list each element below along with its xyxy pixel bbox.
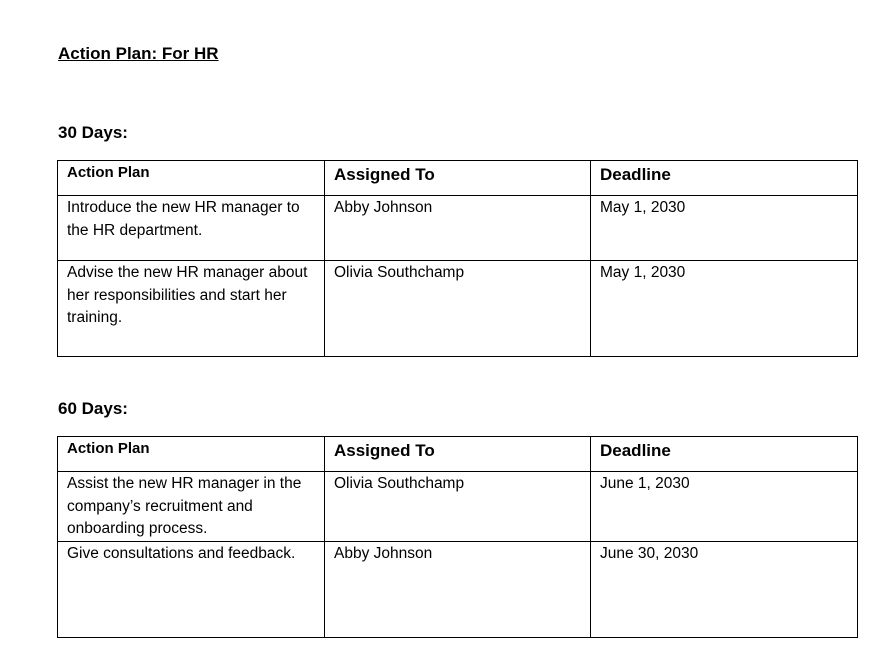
cell-deadline: May 1, 2030 (591, 261, 858, 357)
column-header-assigned-to: Assigned To (325, 437, 591, 472)
table-header-row (58, 437, 858, 472)
action-plan-table-30-days (57, 160, 858, 357)
column-header-action-plan: Action Plan (58, 161, 325, 196)
cell-action: Advise the new HR manager about her responsibilities and start her training. (58, 261, 325, 357)
cell-deadline: June 30, 2030 (591, 541, 858, 637)
document-title: Action Plan: For HR (58, 44, 219, 63)
action-plan-table-60-days (57, 436, 858, 638)
column-header-action-plan: Action Plan (58, 437, 325, 472)
table-header-row (58, 161, 858, 196)
cell-assigned-to: Abby Johnson (325, 541, 591, 637)
cell-action: Introduce the new HR manager to the HR department. (58, 196, 325, 261)
section-heading-30-days: 30 Days: (58, 123, 128, 142)
cell-assigned-to: Olivia Southchamp (325, 261, 591, 357)
table-row (58, 196, 858, 261)
cell-deadline: June 1, 2030 (591, 472, 858, 542)
column-header-assigned-to: Assigned To (325, 161, 591, 196)
column-header-deadline: Deadline (591, 437, 858, 472)
cell-action: Give consultations and feedback. (58, 541, 325, 637)
cell-assigned-to: Olivia Southchamp (325, 472, 591, 542)
column-header-deadline: Deadline (591, 161, 858, 196)
table-row (58, 541, 858, 637)
cell-action: Assist the new HR manager in the company’s recruitment and onboarding process. (58, 472, 325, 542)
cell-deadline: May 1, 2030 (591, 196, 858, 261)
section-heading-60-days: 60 Days: (58, 399, 128, 418)
cell-assigned-to: Abby Johnson (325, 196, 591, 261)
table-row (58, 472, 858, 542)
table-row (58, 261, 858, 357)
